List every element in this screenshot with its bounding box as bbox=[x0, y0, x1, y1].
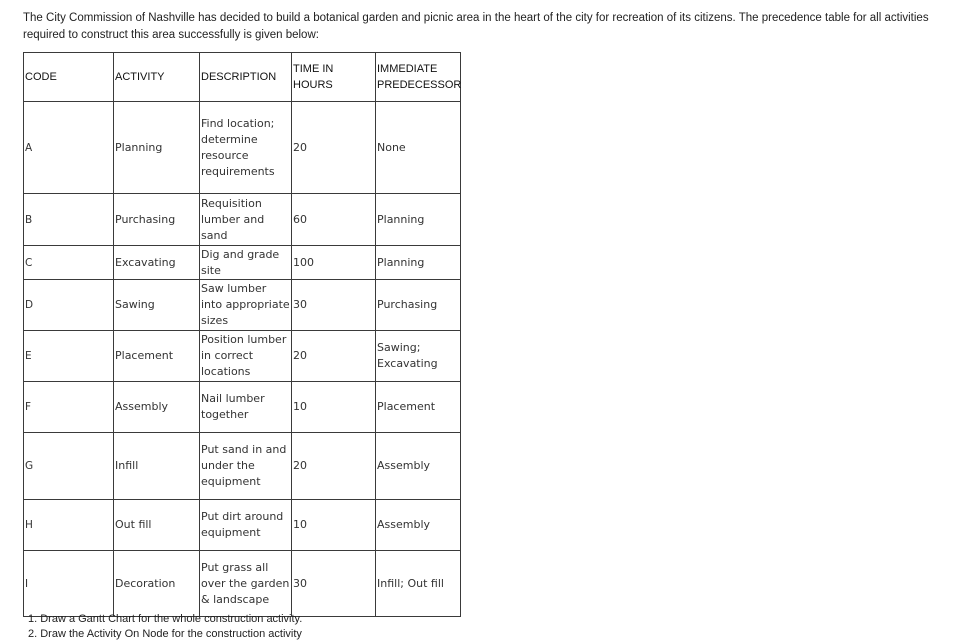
cell-code: D bbox=[24, 280, 114, 331]
cell-description: Position lumber in correct locations bbox=[200, 331, 292, 382]
cell-code: A bbox=[24, 102, 114, 194]
table-row bbox=[24, 331, 461, 382]
cell-predecessor: Infill; Out fill bbox=[376, 551, 461, 617]
question-2: 2. Draw the Activity On Node for the construction activity bbox=[28, 628, 302, 640]
cell-time: 20 bbox=[292, 331, 376, 382]
table-row bbox=[24, 382, 461, 433]
cell-time: 30 bbox=[292, 280, 376, 331]
cell-predecessor: Purchasing bbox=[376, 280, 461, 331]
cell-code: E bbox=[24, 331, 114, 382]
cell-time: 20 bbox=[292, 102, 376, 194]
cell-code: H bbox=[24, 500, 114, 551]
cell-description: Requisition lumber and sand bbox=[200, 194, 292, 246]
cell-time: 100 bbox=[292, 246, 376, 280]
cell-description: Put dirt around equipment bbox=[200, 500, 292, 551]
cell-activity: Infill bbox=[114, 433, 200, 500]
cell-code: F bbox=[24, 382, 114, 433]
cell-activity: Decoration bbox=[114, 551, 200, 617]
header-code: CODE bbox=[24, 53, 114, 102]
cell-description: Put grass all over the garden & landscape bbox=[200, 551, 292, 617]
cell-code: I bbox=[24, 551, 114, 617]
table-row bbox=[24, 102, 461, 194]
cell-time: 20 bbox=[292, 433, 376, 500]
intro-paragraph: The City Commission of Nashville has decided to build a botanical garden and picnic area in the heart of the city for recreation of its citizens. The precedence table for all activities required to construct this area successfully is given below: bbox=[23, 12, 929, 41]
cell-predecessor: Planning bbox=[376, 194, 461, 246]
cell-description: Saw lumber into appropriate sizes bbox=[200, 280, 292, 331]
cell-activity: Assembly bbox=[114, 382, 200, 433]
table-row bbox=[24, 246, 461, 280]
header-time: TIME IN HOURS bbox=[292, 53, 376, 102]
cell-description: Dig and grade site bbox=[200, 246, 292, 280]
cell-activity: Excavating bbox=[114, 246, 200, 280]
cell-description: Find location; determine resource requirements bbox=[200, 102, 292, 194]
cell-predecessor: Sawing; Excavating bbox=[376, 331, 461, 382]
cell-activity: Planning bbox=[114, 102, 200, 194]
cell-predecessor: Placement bbox=[376, 382, 461, 433]
question-1: 1. Draw a Gantt Chart for the whole construction activity. bbox=[28, 613, 303, 625]
cell-predecessor: Assembly bbox=[376, 500, 461, 551]
table-row bbox=[24, 500, 461, 551]
cell-activity: Purchasing bbox=[114, 194, 200, 246]
table-row bbox=[24, 433, 461, 500]
cell-time: 60 bbox=[292, 194, 376, 246]
header-description: DESCRIPTION bbox=[200, 53, 292, 102]
cell-predecessor: None bbox=[376, 102, 461, 194]
cell-code: C bbox=[24, 246, 114, 280]
cell-code: G bbox=[24, 433, 114, 500]
precedence-table bbox=[23, 52, 461, 617]
cell-activity: Out fill bbox=[114, 500, 200, 551]
cell-description: Nail lumber together bbox=[200, 382, 292, 433]
cell-code: B bbox=[24, 194, 114, 246]
header-predecessor: IMMEDIATE PREDECESSOR bbox=[376, 53, 461, 102]
cell-activity: Sawing bbox=[114, 280, 200, 331]
header-activity: ACTIVITY bbox=[114, 53, 200, 102]
cell-predecessor: Planning bbox=[376, 246, 461, 280]
table-row bbox=[24, 280, 461, 331]
cell-activity: Placement bbox=[114, 331, 200, 382]
cell-time: 10 bbox=[292, 500, 376, 551]
cell-time: 30 bbox=[292, 551, 376, 617]
cell-time: 10 bbox=[292, 382, 376, 433]
table-header-row bbox=[24, 53, 461, 102]
table-row bbox=[24, 194, 461, 246]
cell-predecessor: Assembly bbox=[376, 433, 461, 500]
cell-description: Put sand in and under the equipment bbox=[200, 433, 292, 500]
table-row bbox=[24, 551, 461, 617]
